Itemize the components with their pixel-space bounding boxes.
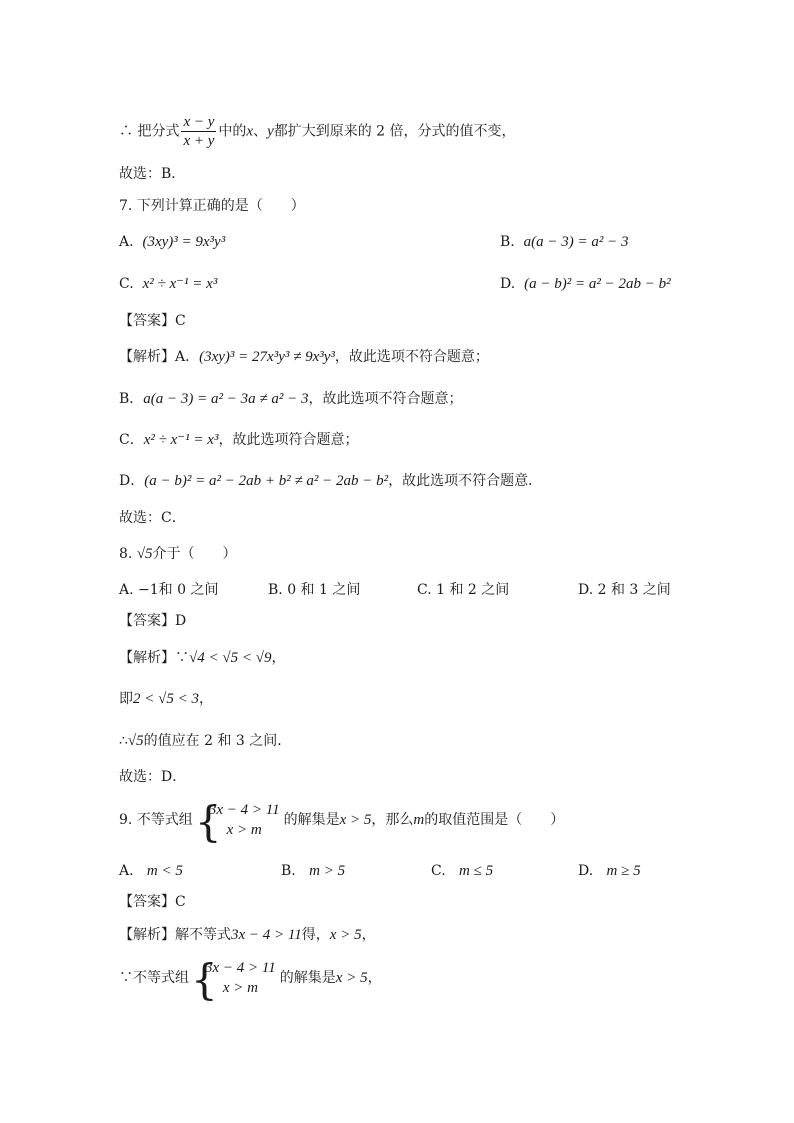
- answer-line: 【答案】C: [119, 894, 186, 910]
- option-label: D.: [500, 276, 516, 292]
- question-number: 8.: [119, 546, 133, 562]
- text: B．: [119, 391, 144, 407]
- explanation-line-3: [119, 731, 291, 751]
- text: 的值应在 2 和 3 之间．: [143, 733, 292, 749]
- explanation-line-1: [119, 925, 376, 945]
- text: 的解集是: [283, 812, 340, 828]
- math-var: x: [246, 123, 254, 140]
- question-7-stem: 7. 下列计算正确的是（ ）: [119, 198, 305, 214]
- option-label: C.: [119, 276, 134, 292]
- text: 的取值范围是（ ）: [424, 812, 565, 828]
- option-b: [281, 861, 345, 881]
- fraction-numerator: x − y: [183, 114, 215, 130]
- text: 即: [119, 691, 133, 707]
- option-c: [119, 274, 217, 294]
- text: ，故此选项符合题意；: [218, 432, 359, 448]
- math-expr: (a − b)² = a² − 2ab − b²: [524, 276, 671, 292]
- option-label: D.: [578, 863, 594, 879]
- math-expr: m ≤ 5: [459, 863, 494, 879]
- math-expr: √4 < √5 < √9: [189, 650, 272, 666]
- fraction-denominator: x + y: [183, 133, 215, 149]
- system-row: x > m: [222, 980, 258, 996]
- option-d: [500, 274, 671, 294]
- text: ，: [367, 970, 382, 986]
- option-a: [119, 232, 225, 252]
- question-9-stem: [119, 797, 565, 846]
- text: ，: [198, 691, 213, 707]
- explanation-a: [119, 347, 489, 367]
- option-a: A. −1和 0 之间: [119, 582, 219, 598]
- answer-line: 【答案】C: [119, 313, 186, 329]
- math-expr: x² ÷ x⁻¹ = x³: [142, 276, 218, 292]
- option-b: [500, 232, 629, 252]
- system-row: 3x − 4 > 11: [205, 960, 276, 976]
- text: ，那么: [371, 812, 414, 828]
- text: ∴: [119, 733, 128, 749]
- math-expr: √5: [136, 546, 153, 562]
- text: 【解析】A．: [119, 349, 200, 365]
- system-row: 3x − 4 > 11: [208, 802, 280, 818]
- text: ，: [271, 650, 286, 666]
- math-expr: (3xy)³ = 9x³y³: [142, 234, 226, 250]
- choose-line: 故选：B．: [119, 166, 186, 182]
- text: 【解析】解不等式: [119, 927, 231, 943]
- text: C．: [119, 432, 144, 448]
- math-expr: a(a − 3) = a² − 3a ≠ a² − 3: [143, 391, 309, 407]
- explanation-line-2: [119, 689, 213, 709]
- explanation-b: [119, 389, 463, 409]
- brace-icon: {: [194, 797, 222, 846]
- math-expr: m > 5: [309, 863, 346, 879]
- option-d: [578, 861, 641, 881]
- question-8-stem: [119, 544, 237, 564]
- text: 中的: [218, 123, 247, 140]
- option-label: B.: [500, 234, 515, 250]
- explanation-line-2: [119, 955, 382, 1004]
- choose-line: 故选：D．: [119, 769, 187, 785]
- math-expr: x > 5: [329, 927, 362, 943]
- math-expr: (a − b)² = a² − 2ab + b² ≠ a² − 2ab − b²: [144, 473, 389, 489]
- math-expr: m ≥ 5: [606, 863, 641, 879]
- option-c: C. 1 和 2 之间: [417, 582, 510, 598]
- option-c: [431, 861, 493, 881]
- text: ，故此选项不符合题意．: [388, 473, 543, 489]
- math-expr: m < 5: [146, 863, 183, 879]
- option-label: A.: [119, 863, 134, 879]
- explanation-line-1: [119, 648, 285, 668]
- text: ，故此选项不符合题意；: [308, 391, 463, 407]
- option-a: [119, 861, 183, 881]
- math-expr: x > 5: [339, 812, 372, 828]
- option-label: C.: [431, 863, 446, 879]
- choose-line: 故选：C．: [119, 510, 186, 526]
- math-var: m: [413, 812, 425, 828]
- text: 的解集是: [279, 970, 336, 986]
- math-expr: x² ÷ x⁻¹ = x³: [143, 432, 219, 448]
- text: 得，: [301, 927, 330, 943]
- system-row: x > m: [226, 822, 262, 838]
- math-expr: x > 5: [335, 970, 368, 986]
- text-line-fraction: [119, 113, 516, 150]
- option-d: D. 2 和 3 之间: [578, 582, 671, 598]
- text: ，故此选项不符合题意；: [334, 349, 489, 365]
- inequality-system: [191, 955, 276, 1004]
- text: 【解析】∵: [119, 650, 189, 666]
- option-b: B. 0 和 1 之间: [268, 582, 361, 598]
- math-expr: (3xy)³ = 27x³y³ ≠ 9x³y³: [199, 349, 335, 365]
- inequality-system: [194, 797, 280, 846]
- text: 介于（ ）: [152, 546, 237, 562]
- math-expr: a(a − 3) = a² − 3: [523, 234, 629, 250]
- text: ∵不等式组: [119, 970, 189, 986]
- math-expr: 2 < √5 < 3: [133, 691, 199, 707]
- text: D．: [119, 473, 145, 489]
- explanation-c: [119, 430, 358, 450]
- text: 都扩大到原来的 2 倍，分式的值不变，: [273, 123, 516, 140]
- math-expr: 3x − 4 > 11: [231, 927, 302, 943]
- explanation-d: [119, 471, 542, 491]
- option-label: B.: [281, 863, 296, 879]
- text: ，: [361, 927, 376, 943]
- answer-line: 【答案】D: [119, 613, 187, 629]
- text: ∴ 把分式: [119, 123, 180, 140]
- math-expr: √5: [127, 733, 144, 749]
- text: 、: [253, 123, 268, 140]
- option-label: A.: [119, 234, 134, 250]
- text: 9. 不等式组: [119, 812, 193, 828]
- math-var: y: [267, 123, 274, 140]
- brace-icon: {: [191, 955, 218, 1004]
- fraction: [181, 113, 216, 150]
